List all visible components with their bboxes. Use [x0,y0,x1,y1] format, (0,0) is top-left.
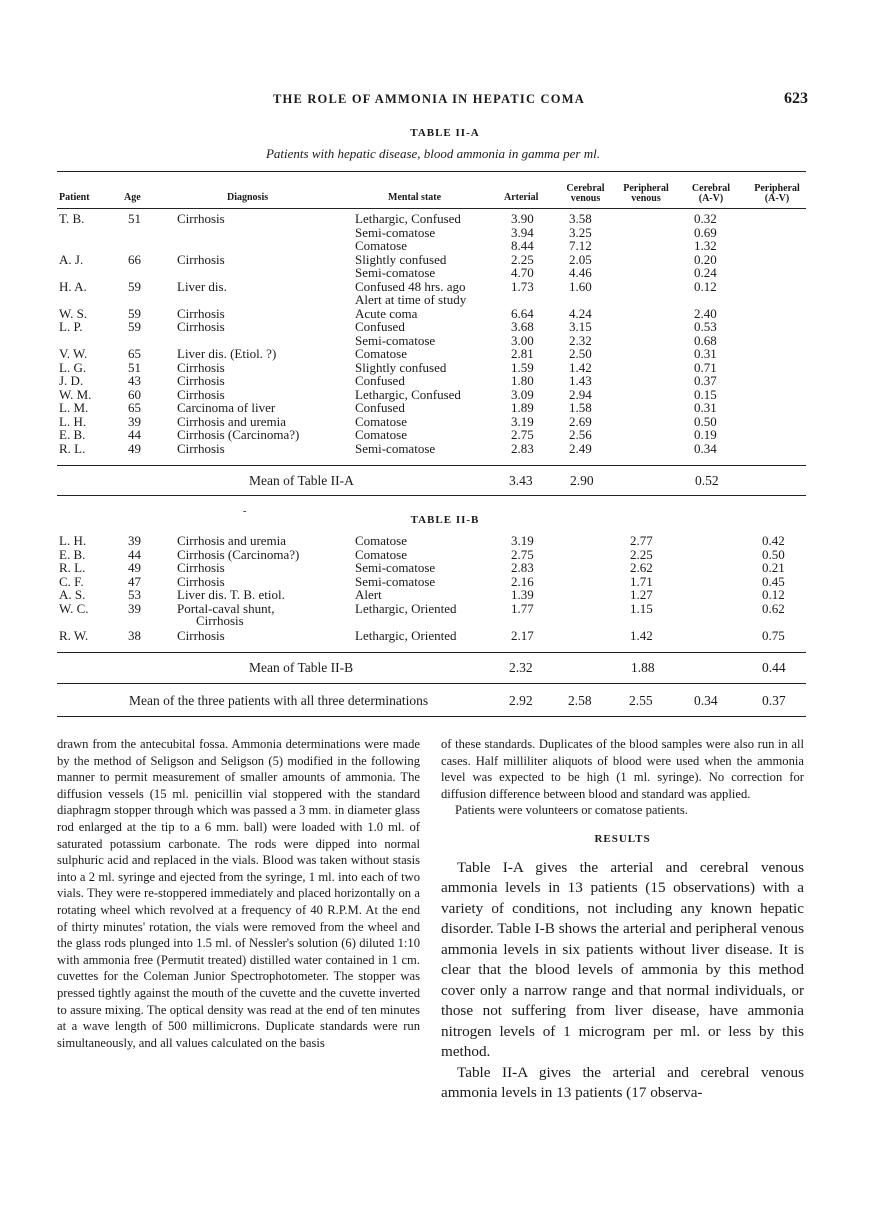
cell-arterial: 2.83 [511,440,534,456]
cell-mental-state: Comatose [355,413,407,429]
cell-age: 51 [128,359,141,375]
mean-b-peripheral-av: 0.44 [762,660,786,675]
cell-age: 51 [128,211,141,226]
cell-mental-state: Lethargic, Confused [355,386,461,402]
cell-patient: J. D. [59,373,84,388]
cell-mental-state: Lethargic, Oriented [355,627,457,643]
header-patient: Patient [59,192,90,203]
table-row [0,534,890,548]
cell-diagnosis: Cirrhosis [177,319,225,334]
cell-arterial: 2.75 [511,427,534,442]
cell-mental-state: Comatose [355,546,407,562]
table-row [0,374,890,388]
cell-age: 39 [128,413,141,429]
patients-paragraph: Patients were volunteers or comatose patients. [455,803,688,818]
cell-peripheral-venous: 1.71 [630,573,653,589]
header-diagnosis: Diagnosis [227,192,269,203]
cell-cerebral-venous: 3.15 [569,319,592,334]
mean-b-label: Mean of Table II-B [249,660,354,675]
cell-mental-state: Confused [355,400,405,415]
cell-peripheral-venous: 2.62 [630,560,653,575]
cell-mental-state: Semi-comatose [355,332,436,348]
cell-mental-state: Alert at time of study [355,292,467,307]
running-title: THE ROLE OF AMMONIA IN HEPATIC COMA [273,92,585,106]
cell-mental-state: Alert [355,587,382,602]
cell-peripheral-venous: 1.15 [630,600,653,616]
cell-mental-state: Comatose [355,238,407,253]
cell-arterial: 1.73 [511,278,534,294]
cell-cerebral-av: 0.24 [694,265,717,280]
cell-arterial: 1.80 [511,373,534,388]
cell-arterial: 3.09 [511,386,534,402]
cell-diagnosis: Cirrhosis (Carcinoma?) [177,427,300,442]
cell-mental-state: Semi-comatose [355,560,436,575]
table-row [0,347,890,361]
cell-mental-state: Confused [355,319,405,334]
cell-arterial: 2.81 [511,346,534,361]
cell-mental-state: Confused [355,373,405,388]
cell-cerebral-av: 0.37 [694,373,717,388]
cell-diagnosis: Liver dis. T. B. etiol. [177,587,285,602]
table-row [0,239,890,253]
stray-mark: - [243,506,247,517]
results-paragraph-1: Table I-A gives the arterial and cerebral venous ammonia levels in 13 patients (15 observations) with a variety of conditions, not including any known hepatic disorder. Table I-B shows the arterial and peripheral venous ammonia levels in six patients without liver disease. It is clear that the blood levels of ammonia by this method cover only a narrow range and that normal individuals, or those not suffering from liver disease, have ammonia nitrogen levels of 1 microgram per ml. or less by this method. [441,858,804,1061]
rule-before-mean-b [57,652,806,653]
cell-cerebral-av: 0.32 [694,211,717,226]
cell-age: 49 [128,440,141,456]
mean-b-peripheral-venous: 1.88 [631,660,655,675]
cell-age: 53 [128,587,141,602]
cell-cerebral-av: 0.34 [694,440,717,456]
table-row [0,212,890,226]
rule-after-mean-b [57,683,806,684]
cell-mental-state: Lethargic, Confused [355,211,461,226]
cell-peripheral-av: 0.75 [762,627,785,643]
cell-peripheral-venous: 2.25 [630,546,653,562]
cell-patient: A. S. [59,587,86,602]
cell-cerebral-av: 0.20 [694,251,717,267]
cell-cerebral-venous: 7.12 [569,238,592,253]
standards-paragraph: of these standards. Duplicates of the blood samples were also run in all cases. Half milliliter aliquots of blood were used when the ammonia level was expected to be high (1 ml. syringe). No correction for diffusion difference between blood and standard was applied. [441,737,804,801]
cell-cerebral-venous: 3.25 [569,224,592,240]
table-row [0,320,890,334]
cell-cerebral-venous: 2.94 [569,386,592,402]
mean-three-cerebral-venous: 2.58 [568,693,592,708]
cell-diagnosis: Cirrhosis and uremia [177,533,287,548]
cell-cerebral-av: 0.31 [694,400,717,415]
table-bottom-rule [57,716,806,717]
cell-cerebral-av: 0.69 [694,224,717,240]
cell-patient: E. B. [59,427,86,442]
cell-peripheral-av: 0.12 [762,587,785,602]
cell-age: 38 [128,627,141,643]
cell-patient: T. B. [59,211,85,226]
results-paragraph-2: Table II-A gives the arterial and cerebral venous ammonia levels in 13 patients (17 observa- [441,1063,804,1102]
cell-mental-state: Semi-comatose [355,440,436,456]
cell-age: 47 [128,573,141,589]
cell-patient: H. A. [59,278,87,294]
cell-patient: E. B. [59,546,86,562]
cell-diagnosis: Cirrhosis [177,440,225,456]
cell-age: 59 [128,319,141,334]
table-row [0,629,890,643]
mean-three-cerebral-av: 0.34 [694,693,718,708]
cell-cerebral-venous: 4.46 [569,265,592,280]
cell-diagnosis: Liver dis. [177,278,227,294]
cell-arterial: 2.83 [511,560,534,575]
cell-arterial: 3.68 [511,319,534,334]
header-cerebral-av: Cerebral (A-V) [691,183,731,204]
cell-age: 39 [128,533,141,548]
cell-arterial: 3.94 [511,224,534,240]
cell-patient: L. P. [59,319,83,334]
cell-patient: L. H. [59,533,87,548]
cell-age: 59 [128,278,141,294]
cell-patient: R. W. [59,627,89,643]
table-a-caption: Patients with hepatic disease, blood ammonia in gamma per ml. [265,146,600,161]
cell-cerebral-venous: 2.49 [569,440,592,456]
mean-three-peripheral-venous: 2.55 [629,693,653,708]
cell-cerebral-venous: 3.58 [569,211,592,226]
cell-diagnosis: Portal-caval shunt, [177,600,275,616]
cell-mental-state: Comatose [355,346,407,361]
table-top-rule [57,171,806,172]
mean-three-arterial: 2.92 [509,693,533,708]
cell-cerebral-venous: 2.32 [569,332,592,348]
cell-peripheral-av: 0.62 [762,600,785,616]
cell-cerebral-venous: 2.56 [569,427,592,442]
cell-patient: L. M. [59,400,89,415]
table-row [0,428,890,442]
mean-three-label: Mean of the three patients with all three determinations [129,693,429,708]
cell-patient: R. L. [59,560,86,575]
cell-patient: R. L. [59,440,86,456]
cell-diagnosis: Cirrhosis (Carcinoma?) [177,546,300,562]
table-row [0,266,890,280]
header-mental-state: Mental state [388,192,442,203]
cell-cerebral-venous: 1.58 [569,400,592,415]
cell-arterial: 2.75 [511,546,534,562]
cell-age: 44 [128,546,141,562]
cell-arterial: 1.59 [511,359,534,375]
cell-cerebral-av: 0.19 [694,427,717,442]
cell-age: 66 [128,251,141,267]
cell-cerebral-venous: 1.43 [569,373,592,388]
cell-diagnosis: Cirrhosis [196,613,244,628]
header-peripheral-av: Peripheral (A-V) [754,183,800,204]
table-row [0,253,890,267]
cell-age: 65 [128,400,141,415]
cell-peripheral-venous: 2.77 [630,533,653,548]
cell-cerebral-av: 0.53 [694,319,717,334]
cell-age: 43 [128,373,141,388]
cell-diagnosis: Cirrhosis [177,211,225,226]
mean-a-label: Mean of Table II-A [249,473,354,488]
cell-patient: W. S. [59,305,88,321]
cell-peripheral-av: 0.21 [762,560,785,575]
cell-peripheral-venous: 1.42 [630,627,653,643]
cell-mental-state: Lethargic, Oriented [355,600,457,616]
cell-cerebral-venous: 4.24 [569,305,592,321]
cell-peripheral-av: 0.45 [762,573,785,589]
page-number: 623 [784,90,808,107]
cell-age: 39 [128,600,141,616]
cell-diagnosis: Cirrhosis [177,560,225,575]
cell-cerebral-av: 0.15 [694,386,717,402]
rule-before-mean-a [57,465,806,466]
cell-arterial: 3.19 [511,413,534,429]
cell-diagnosis: Cirrhosis [177,386,225,402]
cell-age: 49 [128,560,141,575]
body-text-right-column [441,736,804,1104]
cell-mental-state: Acute coma [355,305,418,321]
cell-diagnosis: Liver dis. (Etiol. ?) [177,346,277,361]
header-arterial: Arterial [504,192,539,203]
cell-peripheral-venous: 1.27 [630,587,653,602]
cell-mental-state: Comatose [355,427,407,442]
mean-b-arterial: 2.32 [509,660,533,675]
cell-arterial: 1.39 [511,587,534,602]
cell-mental-state: Semi-comatose [355,265,436,280]
cell-arterial: 3.90 [511,211,534,226]
cell-diagnosis: Cirrhosis [177,251,225,267]
cell-patient: A. J. [59,251,84,267]
cell-diagnosis: Cirrhosis and uremia [177,413,287,429]
cell-cerebral-av: 0.31 [694,346,717,361]
cell-diagnosis: Cirrhosis [177,359,225,375]
table-b-label: TABLE II-B [410,514,480,526]
table-row [0,588,890,602]
cell-age: 65 [128,346,141,361]
cell-cerebral-av: 0.50 [694,413,717,429]
cell-patient: L. G. [59,359,87,375]
results-heading: RESULTS [594,832,651,845]
mean-three-peripheral-av: 0.37 [762,693,786,708]
methods-paragraph: drawn from the antecubital fossa. Ammonia determinations were made by the method of Seligson and Seligson (5) modified in the following manner to permit measurement of smaller amounts of ammonia. The diffusion vessels (15 ml. penicillin vial stoppered with the standard diaphragm stopper through which was passed a 3 mm. in diameter glass rod enlarged at the tip to a 6 mm. ball) were loaded with 1.0 ml. of saturated potassium carbonate. The rods were dipped into normal sulphuric acid and replaced in the vials. Blood was taken without stasis into a 2 ml. syringe and ejected from the syringe, 1 ml. into each of two vials. They were re-stoppered immediately and placed horizontally on a rotating wheel which revolved at a frequency of 40 R.P.M. At the end of thirty minutes' rotation, the vials were removed from the wheel and the glass rods plunged into 1.5 ml. of Nessler's solution (6) diluted 1:10 with ammonia free (Permutit treated) distilled water contained in 1 cm. cuvettes for the Coleman Junior Spectrophotometer. The stopper was pressed tightly against the mouth of the cuvette and the cuvette inverted to assure mixing. The optical density was read at the end of ten minutes at a wave length of 500 millimicrons. Duplicate standards were run simultaneously, and all values calculated on the basis [57,737,420,1050]
cell-arterial: 6.64 [511,305,534,321]
cell-arterial: 8.44 [511,238,534,253]
cell-diagnosis: Carcinoma of liver [177,400,276,415]
cell-cerebral-venous: 2.50 [569,346,592,361]
cell-diagnosis: Cirrhosis [177,305,225,321]
cell-patient: V. W. [59,346,88,361]
cell-mental-state: Semi-comatose [355,573,436,589]
cell-cerebral-venous: 2.05 [569,251,592,267]
header-peripheral-venous: Peripheral venous [623,183,669,204]
header-cerebral-venous: Cerebral venous [566,183,605,204]
mean-a-cerebral-av: 0.52 [695,473,719,488]
cell-age: 44 [128,427,141,442]
cell-arterial: 2.17 [511,627,534,643]
cell-cerebral-venous: 2.69 [569,413,592,429]
cell-cerebral-venous: 1.60 [569,278,592,294]
cell-patient: C. F. [59,573,84,589]
cell-age: 59 [128,305,141,321]
cell-cerebral-av: 1.32 [694,238,717,253]
header-rule [57,208,806,209]
table-row [0,226,890,240]
cell-cerebral-av: 0.71 [694,359,717,375]
cell-cerebral-av: 2.40 [694,305,717,321]
cell-cerebral-av: 0.68 [694,332,717,348]
cell-mental-state: Semi-comatose [355,224,436,240]
running-head [0,90,890,110]
cell-mental-state: Slightly confused [355,251,447,267]
cell-mental-state: Confused 48 hrs. ago [355,278,466,294]
table-row [0,442,890,456]
cell-arterial: 2.16 [511,573,534,589]
header-age: Age [124,192,141,203]
cell-patient: W. C. [59,600,89,616]
table-row [0,401,890,415]
cell-peripheral-av: 0.50 [762,546,785,562]
table-row [0,293,890,307]
cell-diagnosis: Cirrhosis [177,627,225,643]
cell-cerebral-venous: 1.42 [569,359,592,375]
mean-a-cerebral-venous: 2.90 [570,473,594,488]
cell-age: 60 [128,386,141,402]
cell-arterial: 1.89 [511,400,534,415]
cell-mental-state: Comatose [355,533,407,548]
table-a-label: TABLE II-A [410,127,480,139]
mean-a-arterial: 3.43 [509,473,533,488]
cell-diagnosis: Cirrhosis [177,573,225,589]
body-text-left-column [57,736,420,1051]
cell-cerebral-av: 0.12 [694,278,717,294]
cell-arterial: 2.25 [511,251,534,267]
cell-diagnosis: Cirrhosis [177,373,225,388]
table-row [0,614,890,628]
cell-mental-state: Slightly confused [355,359,447,375]
cell-arterial: 3.19 [511,533,534,548]
cell-patient: W. M. [59,386,92,402]
cell-arterial: 4.70 [511,265,534,280]
cell-patient: L. H. [59,413,87,429]
table-row [0,561,890,575]
cell-arterial: 3.00 [511,332,534,348]
cell-arterial: 1.77 [511,600,534,616]
cell-peripheral-av: 0.42 [762,533,785,548]
rule-after-mean-a [57,495,806,496]
